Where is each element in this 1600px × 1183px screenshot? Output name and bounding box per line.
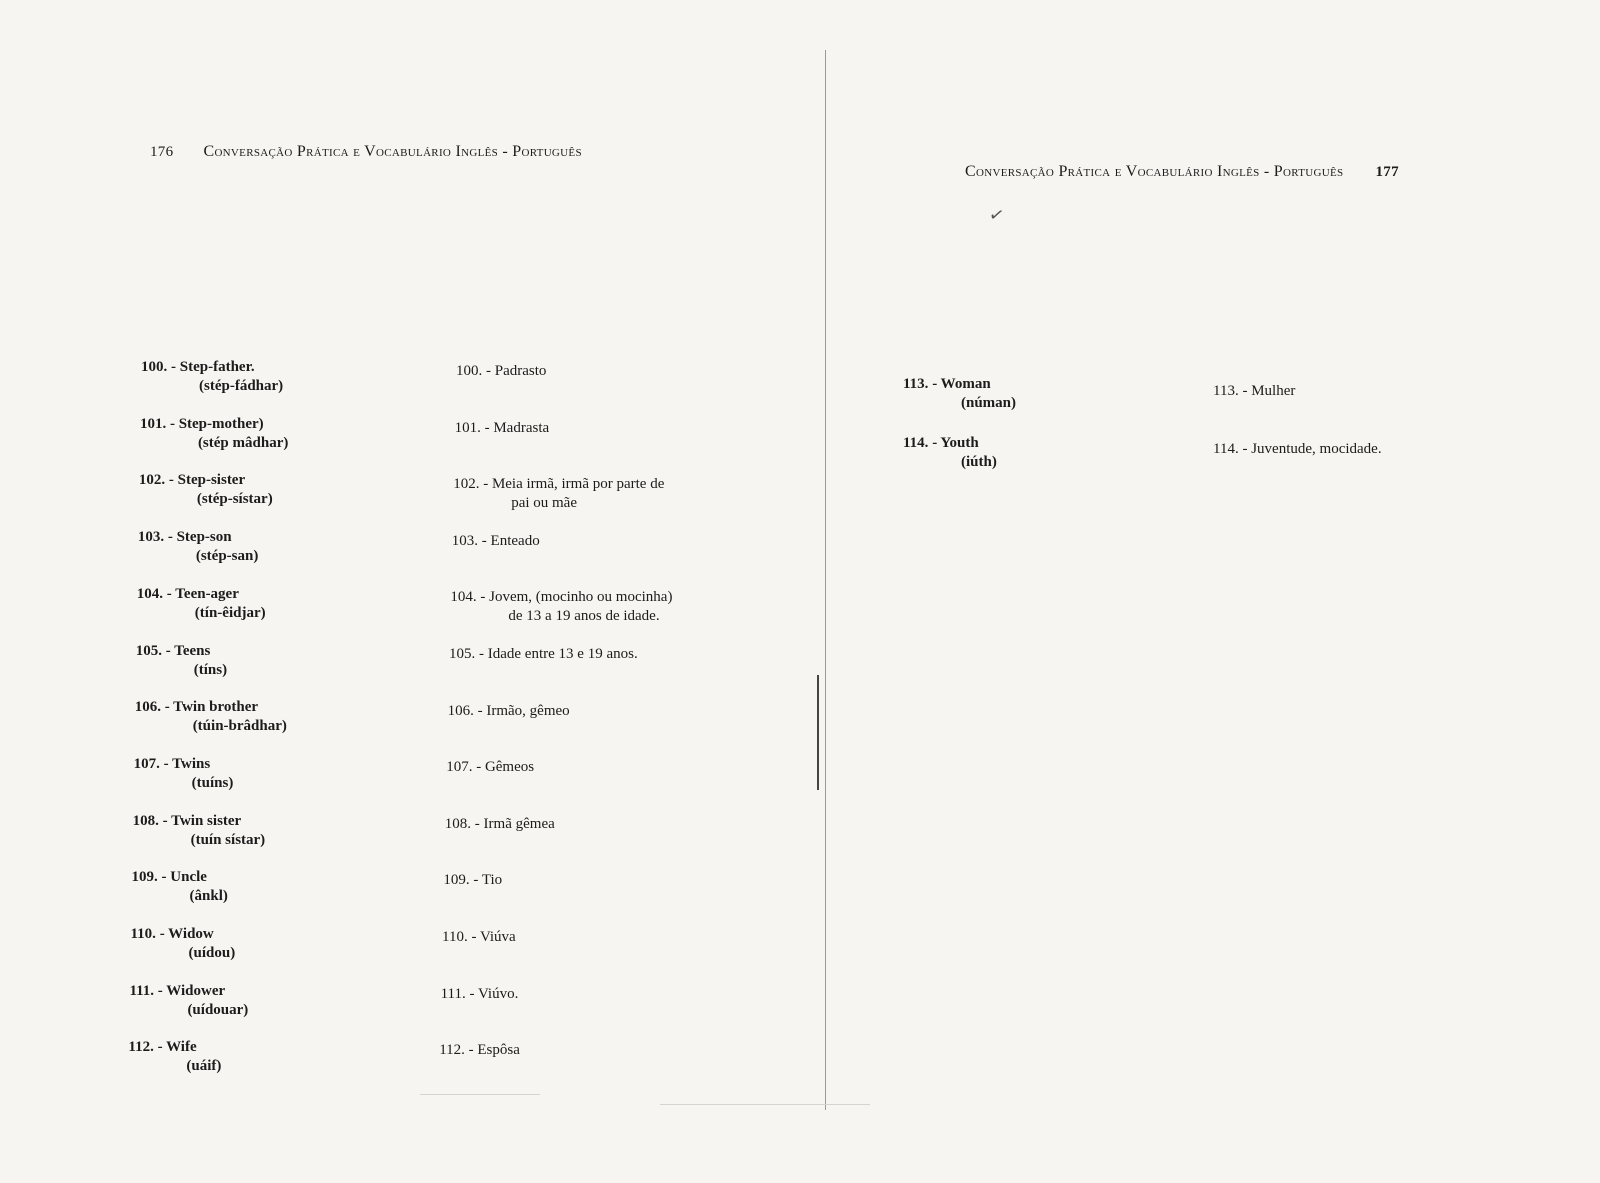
portuguese-translation: Jovem, (mocinho ou mocinha) [489, 589, 673, 606]
entry-number: 113. [903, 376, 929, 392]
english-word: Widower [166, 982, 226, 999]
entry-separator: - [479, 646, 484, 662]
entry-number: 114. [1213, 441, 1239, 457]
entry-separator: - [481, 532, 487, 549]
english-entry [129, 982, 248, 1020]
entry-separator: - [159, 926, 165, 942]
entry-separator: - [484, 419, 490, 436]
english-entry [141, 358, 283, 396]
pronunciation: (tuíns) [191, 774, 234, 791]
english-entry [139, 471, 273, 509]
entry-separator: - [162, 812, 168, 829]
portuguese-translation: Padrasto [494, 363, 547, 379]
english-entry [136, 642, 227, 680]
entry-number: 101. [454, 419, 481, 436]
entry-number: 109. [131, 869, 158, 886]
portuguese-entry [453, 475, 664, 513]
english-word: Step-mother) [178, 415, 264, 432]
entry-number: 108. [132, 812, 159, 829]
entry-number: 102. [453, 476, 480, 493]
entry-separator: - [157, 1039, 163, 1056]
english-entry [137, 585, 266, 623]
english-entry-line [137, 586, 239, 602]
entry-number: 106. [447, 702, 474, 719]
entry-separator: - [1242, 441, 1248, 457]
entry-number: 112. [128, 1039, 154, 1056]
portuguese-entry-line [446, 759, 534, 775]
portuguese-translation: Gêmeos [484, 759, 535, 776]
english-word: Step-son [176, 529, 232, 546]
portuguese-entry-line [452, 533, 540, 549]
portuguese-entry-line [456, 363, 546, 379]
entry-number: 111. [129, 982, 155, 999]
entry-number: 107. [446, 759, 473, 776]
english-entry-line [903, 376, 991, 392]
portuguese-entry [445, 815, 555, 834]
entry-separator: - [477, 702, 483, 719]
portuguese-translation: Idade entre 13 e 19 anos. [487, 646, 638, 662]
pronunciation: (uídou) [188, 945, 236, 961]
entry-number: 107. [133, 755, 160, 772]
portuguese-entry [449, 645, 638, 664]
pronunciation: (stép mâdhar) [197, 434, 289, 451]
portuguese-translation: Meia irmã, irmã por parte de [491, 476, 665, 493]
pronunciation: (ânkl) [189, 888, 228, 905]
pronunciation: (tuín sístar) [190, 831, 266, 848]
english-word: Twin sister [171, 812, 242, 829]
portuguese-entry-line [448, 703, 570, 719]
english-entry [140, 415, 288, 453]
english-entry [133, 812, 266, 850]
entry-separator: - [474, 815, 480, 832]
english-entry [135, 698, 287, 736]
entry-number: 112. [439, 1042, 465, 1059]
entry-number: 100. [456, 363, 483, 379]
entry-separator: - [164, 699, 170, 716]
portuguese-entry-line [453, 476, 664, 492]
entry-number: 114. [903, 435, 929, 451]
portuguese-entry-line [443, 872, 502, 888]
right-page [826, 0, 1600, 1183]
entry-separator: - [932, 376, 938, 392]
portuguese-translation: Mulher [1251, 383, 1296, 399]
portuguese-entry-line [1213, 441, 1382, 457]
portuguese-entry-line [450, 589, 672, 605]
portuguese-translation: Enteado [490, 532, 540, 549]
portuguese-entry-line [441, 986, 519, 1002]
portuguese-entry-line [449, 646, 638, 662]
portuguese-entry [456, 362, 546, 381]
english-entry-line [139, 472, 245, 488]
paper-scuff [660, 1104, 870, 1105]
portuguese-translation: Viúvo. [477, 985, 519, 1002]
english-word: Wife [166, 1039, 197, 1056]
entry-number: 106. [134, 699, 161, 716]
english-word: Teens [174, 642, 211, 659]
english-word: Teen-ager [175, 585, 239, 602]
entry-separator: - [157, 982, 163, 999]
portuguese-translation-cont: pai ou mãe [511, 495, 577, 512]
english-entry-line [131, 926, 214, 942]
pronunciation: (uáif) [186, 1058, 222, 1075]
entry-number: 103. [137, 529, 165, 546]
english-entry-line [903, 435, 979, 451]
entry-separator: - [1242, 383, 1248, 399]
portuguese-entry [452, 532, 540, 551]
entry-separator: - [469, 985, 475, 1002]
english-entry [131, 925, 236, 963]
check-mark-icon: ✓ [987, 203, 1007, 227]
entry-number: 104. [136, 585, 164, 602]
entry-number: 110. [130, 926, 156, 942]
entry-separator: - [480, 589, 486, 606]
entry-separator: - [483, 476, 489, 493]
portuguese-entry [439, 1041, 520, 1060]
portuguese-translation: Madrasta [493, 419, 550, 436]
portuguese-entry [1213, 382, 1295, 401]
english-entry [132, 868, 228, 906]
entry-separator: - [165, 642, 171, 659]
pronunciation: (núman) [961, 395, 1017, 411]
portuguese-translation: Espôsa [477, 1042, 520, 1059]
english-entry-line [133, 813, 242, 829]
english-entry-line [136, 643, 211, 659]
portuguese-entry [455, 419, 550, 438]
left-page-header [150, 143, 582, 161]
portuguese-translation: Tio [481, 872, 503, 889]
english-entry [128, 1038, 221, 1076]
english-entry [903, 434, 997, 472]
english-entry-line [141, 359, 255, 375]
entry-number: 109. [443, 872, 470, 889]
entry-separator: - [468, 1042, 474, 1059]
english-entry-line [128, 1039, 196, 1055]
portuguese-entry [1213, 440, 1382, 459]
portuguese-translation-cont: de 13 a 19 anos de idade. [508, 608, 660, 625]
english-entry-line [138, 529, 232, 545]
pronunciation: (stép-san) [195, 548, 259, 565]
entry-separator: - [932, 435, 938, 451]
portuguese-entry-line [1213, 383, 1295, 399]
gutter-shadow [817, 675, 819, 790]
entry-number: 103. [451, 532, 479, 549]
right-page-number: 177 [1375, 164, 1399, 180]
entry-separator: - [163, 755, 169, 772]
entry-separator: - [171, 359, 176, 375]
portuguese-entry-line [445, 816, 555, 832]
pronunciation: (tíns) [193, 661, 228, 678]
entry-separator: - [476, 759, 482, 776]
entry-separator: - [168, 472, 174, 489]
pronunciation: (iúth) [961, 454, 997, 470]
pronunciation: (uídouar) [187, 1001, 249, 1018]
pronunciation: (stép-fádhar) [199, 378, 284, 394]
portuguese-entry [441, 985, 519, 1004]
portuguese-entry-line [442, 929, 516, 945]
english-entry [138, 528, 259, 566]
right-page-header [965, 163, 1399, 181]
left-page-header-title: Conversação Prática e Vocabulário Inglês - Português [203, 143, 582, 160]
english-word: Uncle [170, 869, 207, 886]
entry-number: 105. [135, 642, 162, 659]
paper-scuff [420, 1094, 540, 1095]
english-word: Widow [168, 926, 214, 942]
portuguese-entry [450, 588, 672, 626]
portuguese-translation: Viúva [479, 929, 516, 945]
portuguese-entry [448, 702, 570, 721]
left-page-number: 176 [150, 144, 174, 160]
portuguese-translation: Irmão, gêmeo [486, 702, 570, 719]
english-entry-line [140, 416, 264, 432]
english-word: Twin brother [173, 699, 259, 716]
entry-number: 108. [444, 815, 472, 832]
english-entry-line [129, 983, 225, 999]
portuguese-translation: Irmã gêmea [483, 815, 555, 832]
entry-number: 110. [442, 929, 468, 945]
entry-number: 102. [138, 472, 166, 489]
entry-separator: - [161, 869, 167, 886]
portuguese-entry [443, 871, 502, 890]
portuguese-entry [442, 928, 516, 947]
portuguese-translation: Juventude, mocidade. [1251, 441, 1382, 457]
entry-separator: - [166, 585, 172, 602]
entry-separator: - [167, 529, 173, 546]
english-word: Step-father. [179, 359, 255, 375]
entry-separator: - [486, 363, 491, 379]
entry-separator: - [473, 872, 479, 889]
english-entry-line [135, 699, 258, 715]
english-word: Step-sister [177, 472, 246, 489]
entry-number: 104. [450, 589, 477, 606]
english-entry [134, 755, 234, 793]
english-entry-line [132, 869, 207, 885]
entry-number: 111. [440, 985, 466, 1002]
english-entry [903, 375, 1016, 413]
english-word: Woman [940, 376, 991, 392]
right-page-header-title: Conversação Prática e Vocabulário Inglês - Português [965, 163, 1344, 180]
english-word: Youth [940, 435, 979, 451]
entry-number: 101. [139, 415, 167, 432]
entry-separator: - [169, 415, 175, 432]
pronunciation: (stép-sístar) [196, 491, 273, 508]
pronunciation: (túin-brâdhar) [192, 718, 287, 735]
portuguese-entry-line [455, 420, 550, 436]
pronunciation: (tín-êidjar) [194, 604, 266, 621]
entry-number: 113. [1213, 383, 1239, 399]
portuguese-entry-line [439, 1042, 520, 1058]
portuguese-entry [446, 758, 534, 777]
entry-separator: - [471, 929, 477, 945]
english-word: Twins [172, 755, 211, 772]
entry-number: 105. [449, 646, 476, 662]
english-entry-line [134, 756, 211, 772]
entry-number: 100. [141, 359, 168, 375]
